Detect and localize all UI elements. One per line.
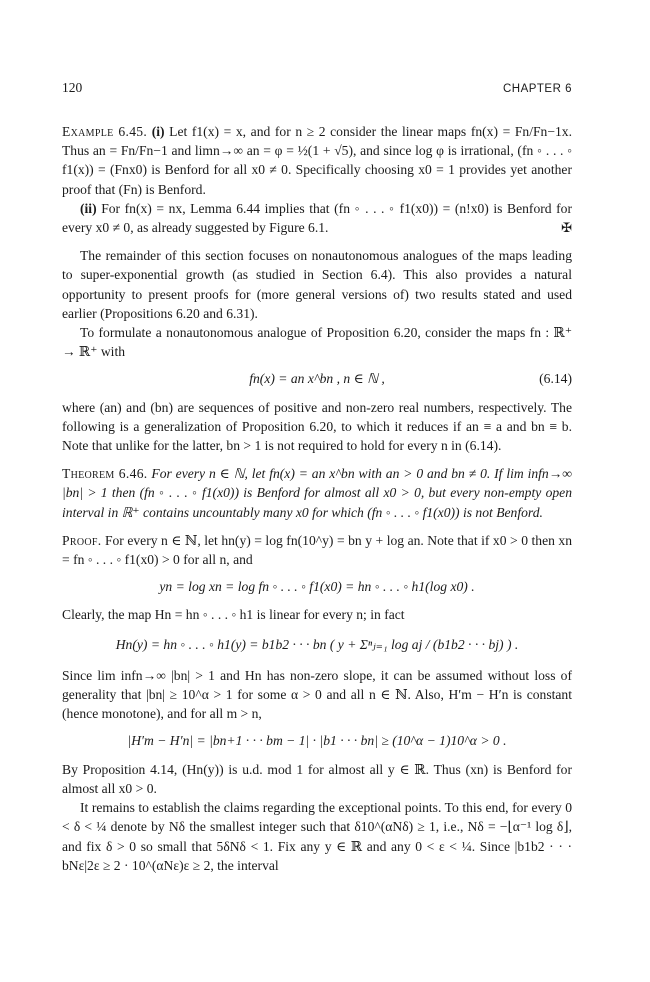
chapter-title: CHAPTER 6	[502, 83, 572, 95]
theorem-text: For every n ∈ ℕ, let fn(x) = an x^bn with an > 0 and bn ≠ 0. If lim infn→∞ |bn| > 1 then (fn ◦ . . . ◦ f1(x0)) is Benford for almost all x0 > 0, but every non-empty open interval in ℝ⁺ contains uncountably many x0 for which (fn ◦ . . . ◦ f1(x0)) is not Benford.	[62, 466, 572, 520]
equation-derivative-difference-formula: |H′m − H′n| = |bn+1 · · · bm − 1| · |b1 · · · bn| ≥ (10^α − 1)10^α > 0 .	[127, 733, 507, 749]
remains-paragraph: It remains to establish the claims regarding the exceptional points. To this end, for every 0 < δ < ¼ denote by Nδ the smallest integer such that δ10^(αNδ) ≥ 1, i.e., Nδ = −⌊α⁻¹ log δ⌋, and fix δ > 0 so small that 5δNδ < 1. Fix any y ∈ ℝ and any 0 < ε < ¼. Since |b1b2 · · · bNε|2ε ≥ 2 · 10^(αNε)ε ≥ 2, the interval	[62, 800, 572, 873]
example-part-ii-text: For fn(x) = nx, Lemma 6.44 implies that (fn ◦ . . . ◦ f1(x0)) = (n!x0) is Benford for every x0 ≠ 0, as already suggested by Figure 6.1.	[62, 200, 572, 236]
clearly-paragraph: Clearly, the map Hn = hn ◦ . . . ◦ h1 is linear for every n; in fact	[62, 607, 405, 623]
since-paragraph: Since lim infn→∞ |bn| > 1 and Hn has non-zero slope, it can be assumed without loss of generality that |bn| ≥ 10^α > 1 for some α > 0 and all n ∈ ℕ. Also, H′m − H′n is constant (hence monotone), and for all m > n,	[62, 667, 572, 722]
where-paragraph: where (an) and (bn) are sequences of positive and non-zero real numbers, respectively. The following is a generalization of Proposition 6.20, to which it reduces if an ≡ a and bn ≡ b. Note that unlike for the latter, bn > 1 is not required to hold for every n in (6.14).	[62, 399, 572, 454]
example-part-ii-paragraph	[62, 199, 572, 237]
example-part-i-text: Let f1(x) = x, and for n ≥ 2 consider the linear maps fn(x) = Fn/Fn−1x. Thus an = Fn/Fn−1 and limn→∞ an = φ = ½(1 + √5), and since log φ is irrational, (fn ◦ . . . ◦ f1(x)) = (Fnx0) is Benford for all x0 ≠ 0. Specifically choosing x0 = 1 provides yet another proof that (Fn) is Benford.	[62, 124, 572, 197]
equation-6-14-formula: fn(x) = an x^bn , n ∈ ℕ ,	[249, 371, 385, 387]
theorem-label: Theorem 6.46.	[62, 466, 148, 482]
page-header	[62, 80, 572, 96]
equation-6-14-number: (6.14)	[539, 371, 572, 387]
page-number: 120	[62, 80, 83, 95]
page-body	[62, 122, 572, 875]
proof-label: Proof.	[62, 532, 102, 548]
example-label: Example 6.45.	[62, 124, 148, 139]
remainder-paragraph: The remainder of this section focuses on nonautonomous analogues of the maps leading to super-exponential growth (as studied in Section 6.4). This also provides a natural opportunity to present proofs for (more general versions of) two results stated and used earlier (Propositions 6.20 and 6.31).	[62, 248, 572, 321]
equation-Hn-formula: Hn(y) = hn ◦ . . . ◦ h1(y) = b1b2 · · · bn ( y + Σⁿⱼ₌₁ log aj / (b1b2 · · · bj) ) .	[115, 636, 519, 652]
proof-paragraph	[62, 531, 572, 569]
equation-yn-formula: yn = log xn = log fn ◦ . . . ◦ f1(x0) = hn ◦ . . . ◦ h1(log x0) .	[159, 579, 475, 595]
theorem-paragraph	[62, 464, 572, 522]
formulate-paragraph: To formulate a nonautonomous analogue of Proposition 6.20, consider the maps fn : ℝ⁺ → ℝ⁺ with	[62, 325, 572, 360]
end-of-example-icon: ✠	[561, 220, 572, 236]
example-paragraph	[62, 122, 572, 199]
example-part-ii-label: (ii)	[80, 200, 97, 216]
equation-Hn	[62, 635, 572, 654]
by-proposition-paragraph: By Proposition 4.14, (Hn(y)) is u.d. mod 1 for almost all y ∈ ℝ. Thus (xn) is Benford for almost all x0 > 0.	[62, 761, 572, 796]
example-part-i-label: (i)	[151, 124, 165, 139]
equation-yn	[62, 577, 572, 596]
equation-6-14	[62, 369, 572, 388]
equation-derivative-difference	[62, 731, 572, 750]
proof-text: For every n ∈ ℕ, let hn(y) = log fn(10^y) = bn y + log an. Note that if x0 > 0 then xn = fn ◦ . . . ◦ f1(x0) > 0 for all n, and	[62, 532, 573, 568]
